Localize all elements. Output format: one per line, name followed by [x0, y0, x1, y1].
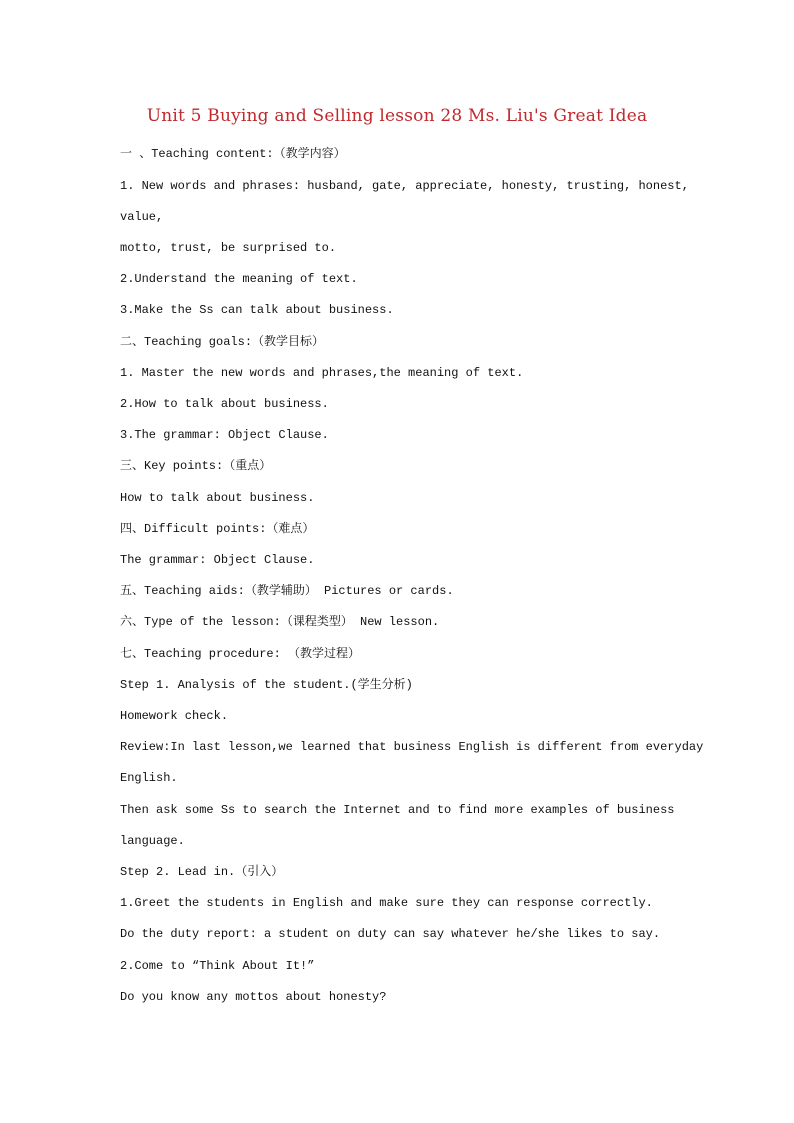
paragraph-line: 3.Make the Ss can talk about business. — [120, 303, 394, 317]
paragraph-line: Do you know any mottos about honesty? — [120, 990, 387, 1004]
paragraph-line: value, — [120, 210, 164, 224]
paragraph-line: How to talk about business. — [120, 491, 315, 505]
paragraph-line: 2.Understand the meaning of text. — [120, 272, 358, 286]
paragraph-line: 1. Master the new words and phrases,the meaning of text. — [120, 366, 524, 380]
paragraph-line: language. — [120, 834, 185, 848]
section-heading-difficult-points: 四、Difficult points:（难点） — [120, 522, 315, 536]
paragraph-line: The grammar: Object Clause. — [120, 553, 315, 567]
paragraph-line: 2.How to talk about business. — [120, 397, 329, 411]
section-heading-key-points: 三、Key points:（重点） — [120, 459, 272, 473]
paragraph-line: Then ask some Ss to search the Internet and to find more examples of business — [120, 803, 675, 817]
paragraph-line: 1. New words and phrases: husband, gate, appreciate, honesty, trusting, honest, — [120, 179, 689, 193]
paragraph-line: Do the duty report: a student on duty can say whatever he/she likes to say. — [120, 927, 661, 941]
paragraph-line: English. — [120, 771, 178, 785]
section-heading-teaching-content: 一 、Teaching content:（教学内容） — [120, 147, 346, 161]
paragraph-line: 3.The grammar: Object Clause. — [120, 428, 329, 442]
section-heading-teaching-aids: 五、Teaching aids:（教学辅助） Pictures or cards. — [120, 584, 454, 598]
paragraph-line: 2.Come to “Think About It!” — [120, 959, 315, 973]
section-heading-lesson-type: 六、Type of the lesson:（课程类型） New lesson. — [120, 615, 440, 629]
document-title: Unit 5 Buying and Selling lesson 28 Ms. Liu's Great Idea — [146, 106, 648, 126]
step-heading: Step 2. Lead in.（引入） — [120, 865, 284, 879]
section-heading-teaching-goals: 二、Teaching goals:（教学目标） — [120, 335, 325, 349]
paragraph-line: Homework check. — [120, 709, 229, 723]
step-heading: Step 1. Analysis of the student.(学生分析) — [120, 678, 413, 692]
paragraph-line: 1.Greet the students in English and make sure they can response correctly. — [120, 896, 653, 910]
section-heading-teaching-procedure: 七、Teaching procedure: （教学过程） — [120, 647, 361, 661]
paragraph-line: Review:In last lesson,we learned that business English is different from everyday — [120, 740, 704, 754]
paragraph-line: motto, trust, be surprised to. — [120, 241, 337, 255]
